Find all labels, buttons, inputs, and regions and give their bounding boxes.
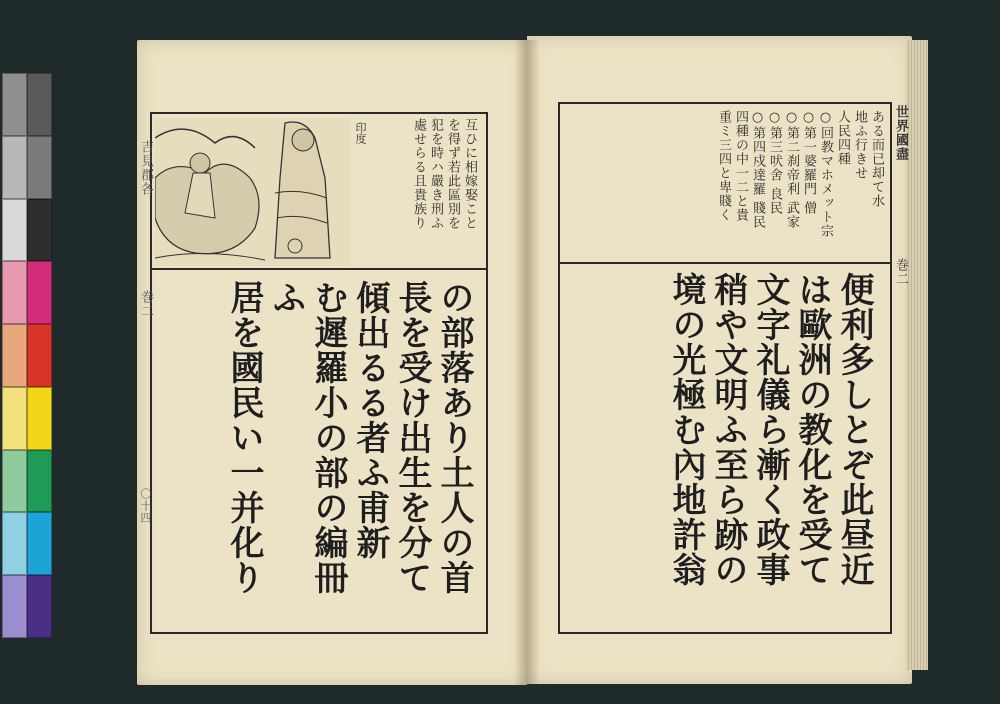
color-patch xyxy=(2,261,27,324)
color-patch xyxy=(27,73,52,136)
right-upper-col-5: ○第一婆羅門 僧 xyxy=(801,110,816,216)
left-main-col-2: 長を受け出生を分て xyxy=(392,280,432,595)
color-checker-strip xyxy=(2,73,52,638)
right-upper-col-3: 人民四種 xyxy=(835,110,850,166)
right-main-col-5: 境の光極む內地許翁 xyxy=(666,272,706,587)
color-patch xyxy=(27,450,52,513)
left-main-col-3: 傾出るる者ふ甫新 xyxy=(350,280,390,560)
color-patch xyxy=(27,136,52,199)
color-patch xyxy=(27,324,52,387)
color-patch xyxy=(2,73,27,136)
color-patch xyxy=(2,450,27,513)
left-upper-col-2: を得ず若此區別を xyxy=(445,118,460,230)
book-gutter xyxy=(514,40,540,685)
left-margin-title: 吉見郡各 xyxy=(138,140,153,196)
left-main-col-4: む遲羅小の部の編冊ふ xyxy=(266,280,348,595)
right-main-col-1: 便利多しとぞ此昼近 xyxy=(834,272,874,587)
illustration-label: 印度 xyxy=(354,122,367,144)
left-upper-col-1: 互ひに相嫁娶こと xyxy=(462,118,477,230)
right-upper-col-7: ○第三吠舍 良民 xyxy=(767,110,782,216)
right-upper-col-9: 四種の中一二と貴 xyxy=(733,110,748,222)
color-patch xyxy=(27,199,52,262)
illustration-indian-figures xyxy=(155,118,350,266)
color-patch xyxy=(27,387,52,450)
right-upper-col-2: 地ふ行きせ xyxy=(852,110,867,180)
left-upper-col-3: 犯を時ハ嚴き刑ふ xyxy=(428,118,443,230)
left-page-number: 〇十四 xyxy=(139,488,152,524)
color-patch xyxy=(2,512,27,575)
color-patch xyxy=(27,575,52,638)
right-main-text xyxy=(575,272,875,622)
right-main-col-4: 稍や文明ふ至ら跡の xyxy=(708,272,748,587)
illustration-drawing xyxy=(155,118,350,266)
color-patch xyxy=(27,261,52,324)
color-patch xyxy=(2,324,27,387)
color-patch xyxy=(2,387,27,450)
right-upper-text xyxy=(570,110,885,260)
right-divider-rule xyxy=(558,262,890,264)
right-upper-col-6: ○第二刹帝利 武家 xyxy=(784,110,799,230)
color-patch xyxy=(2,199,27,262)
right-upper-col-8: ○第四戍達羅 賤民 xyxy=(750,110,765,230)
left-main-col-5: 居を國民い一并化り xyxy=(224,280,264,595)
left-upper-col-4: 處せらる且貴族り xyxy=(411,118,426,230)
right-margin-volume: 巻二 xyxy=(893,258,908,286)
color-patch xyxy=(2,136,27,199)
right-margin-title: 世界國盡 xyxy=(893,105,908,161)
left-main-text xyxy=(170,280,475,620)
color-patch xyxy=(2,575,27,638)
left-main-col-1: の部落あり土人の首 xyxy=(434,280,474,595)
left-margin-volume: 巻二 xyxy=(138,290,153,318)
color-patch xyxy=(27,512,52,575)
right-main-col-3: 文字礼儀ら漸く政事 xyxy=(750,272,790,587)
right-main-col-2: は歐洲の教化を受て xyxy=(792,272,832,587)
left-upper-text xyxy=(372,118,478,266)
page-edges xyxy=(906,40,928,670)
right-upper-col-10: 重ミ三四と卑賤く xyxy=(716,110,731,222)
right-upper-col-4: ○回教マホメット宗 xyxy=(818,110,833,238)
right-upper-col-1: ある而已却て水 xyxy=(869,110,884,208)
left-divider-rule xyxy=(150,268,486,270)
